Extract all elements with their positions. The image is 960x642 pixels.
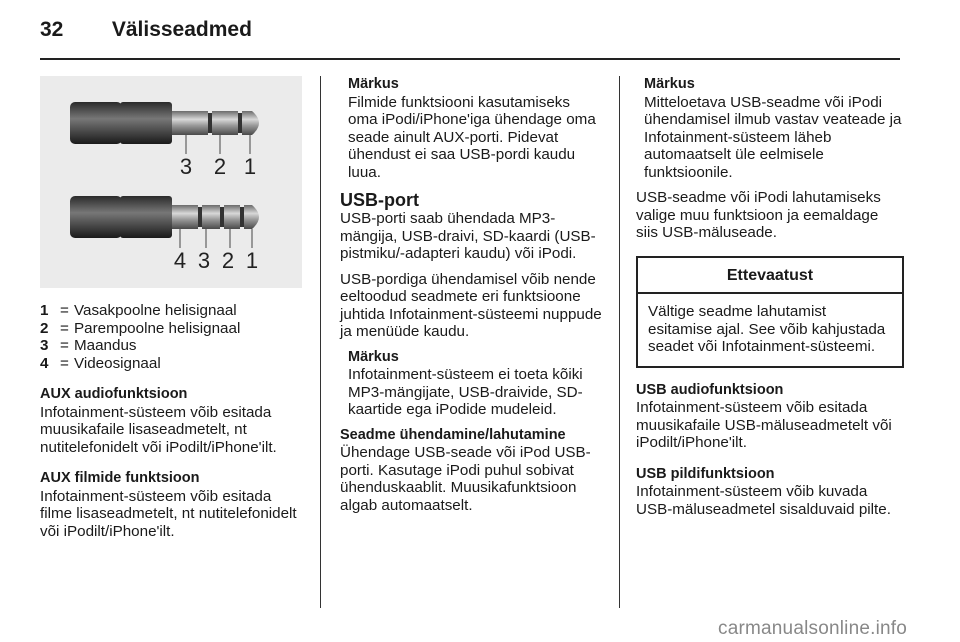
usb-picture-heading: USB pildifunktsioon xyxy=(636,465,775,482)
column-3 xyxy=(636,76,904,518)
usb-picture-section xyxy=(636,466,904,519)
note-heading: Märkus xyxy=(348,348,399,365)
legend-text: Videosignaal xyxy=(74,354,161,372)
usb-audio-section xyxy=(636,382,904,452)
legend-key: 4 xyxy=(40,354,49,372)
aux-audio-heading: AUX audiofunktsioon xyxy=(40,386,188,402)
usb-audio-text: Infotainment-süsteem võib esitada muusikafaile USB-mäluseadmetelt või iPodilt/iPhone'ilt. xyxy=(636,399,892,451)
plug2-label-2: 2 xyxy=(221,248,235,273)
connect-section xyxy=(340,427,602,515)
caution-box xyxy=(636,256,904,368)
legend-text: Vasakpoolne helisignaal xyxy=(74,302,237,319)
page-number: 32 xyxy=(40,18,64,41)
usb-audio-heading: USB audiofunktsioon xyxy=(636,381,784,398)
note-block xyxy=(348,349,602,419)
aux-audio-section xyxy=(40,386,302,456)
usb-port-text: USB-porti saab ühendada MP3-mängija, USB-draivi, SD-kaardi (USB-pistmiku/-adapteri kaudu) või iPodi. xyxy=(340,210,596,262)
aux-video-heading: AUX filmide funktsioon xyxy=(40,470,200,486)
caution-text: Vältige seadme lahutamist esitamise ajal. See võib kahjustada seadet või Infotainment-süsteemi. xyxy=(648,303,886,355)
figure-legend xyxy=(40,302,302,372)
audio-jack-figure xyxy=(40,76,302,288)
legend-row xyxy=(40,355,302,373)
note-heading: Märkus xyxy=(644,76,695,92)
plug1-label-2: 2 xyxy=(213,154,227,179)
legend-key: 1 xyxy=(40,302,49,319)
legend-eq: = xyxy=(60,302,69,319)
jack-plugs-illustration xyxy=(40,76,302,288)
note-block xyxy=(348,76,602,181)
legend-text: Parempoolne helisignaal xyxy=(74,319,241,337)
legend-row xyxy=(40,302,302,320)
note-text: Infotainment-süsteem ei toeta kõiki MP3-mängijate, USB-draivide, SD-kaartide ega iPodide mudeleid. xyxy=(348,366,583,418)
column-1 xyxy=(40,76,302,540)
legend-eq: = xyxy=(60,354,69,372)
connect-heading: Seadme ühendamine/lahutamine xyxy=(340,426,566,443)
plug2-label-4: 4 xyxy=(173,248,187,273)
caution-title: Ettevaatust xyxy=(638,258,902,295)
disconnect-text: USB-seadme või iPodi lahutamiseks valige muu funktsioon ja eemaldage siis USB-mäluseade. xyxy=(636,189,881,241)
legend-text: Maandus xyxy=(74,337,137,354)
plug2-label-3: 3 xyxy=(197,248,211,273)
column-divider xyxy=(619,76,620,608)
header-rule xyxy=(40,58,900,60)
note-heading: Märkus xyxy=(348,76,399,92)
note-block xyxy=(644,76,904,181)
aux-audio-text: Infotainment-süsteem võib esitada muusikafaile lisaseadmetelt, nt nutitelefonidelt või iPodilt/iPhone'ilt. xyxy=(40,403,277,456)
aux-video-text: Infotainment-süsteem võib esitada filme lisaseadmetelt, nt nutitelefonidelt või iPodilt/iPhone'ilt. xyxy=(40,487,297,540)
plug-4-pole xyxy=(70,196,259,273)
plug-3-pole xyxy=(70,102,259,179)
legend-key: 3 xyxy=(40,337,49,354)
legend-eq: = xyxy=(60,337,69,354)
legend-key: 2 xyxy=(40,319,49,337)
usb-picture-text: Infotainment-süsteem võib kuvada USB-mäluseadmetel sisalduvaid pilte. xyxy=(636,483,891,518)
plug1-label-1: 1 xyxy=(243,154,257,179)
note-text: Mitteloetava USB-seadme või iPodi ühendamisel ilmub vastav veateade ja Infotainment-süsteem läheb automaatselt üle eelmisele funktsioonile. xyxy=(644,93,902,181)
column-divider xyxy=(320,76,321,608)
usb-port-heading: USB-port xyxy=(340,190,419,210)
page-title: Välisseadmed xyxy=(111,18,252,41)
column-2 xyxy=(340,76,602,514)
legend-row xyxy=(40,337,302,355)
page-header xyxy=(40,18,252,42)
connect-text: Ühendage USB-seade või iPod USB-porti. Kasutage iPodi puhul sobivat ühenduskaablit. Muusikafunktsioon algab automaatselt. xyxy=(340,444,591,514)
note-text: Filmide funktsiooni kasutamiseks oma iPodi/iPhone'iga ühendage oma seade ainult AUX-porti. Pidevat ühendust ei saa USB-pordi kaudu luua. xyxy=(348,93,596,181)
legend-eq: = xyxy=(60,319,69,337)
watermark: carmanualsonline.info xyxy=(718,618,908,639)
plug2-label-1: 1 xyxy=(245,248,259,273)
usb-port-text: USB-pordiga ühendamisel võib nende eeltoodud seadmete eri funktsioone juhtida Infotainment-süsteemi nuppude ja menüüde kaudu. xyxy=(340,270,602,340)
aux-video-section xyxy=(40,470,302,540)
legend-row xyxy=(40,320,302,338)
plug1-label-3: 3 xyxy=(179,154,193,179)
